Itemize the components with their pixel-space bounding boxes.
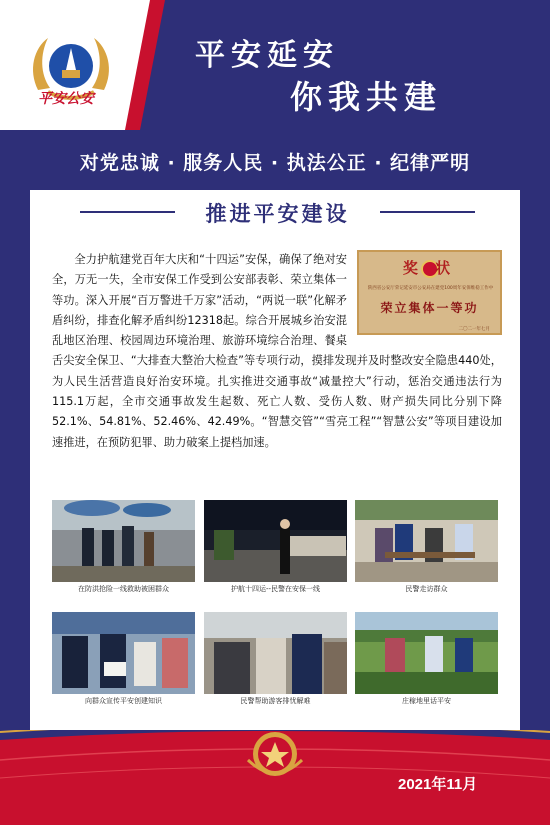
section-title: 推进平安建设 <box>205 201 350 226</box>
section-body-text: 全力护航建党百年大庆和“十四运”安保，确保了绝对安全，万无一失，全市安保工作受到公安部表彰、荣立集体一等功。深入开展“百万警进千万家”活动，“两说一联”化解矛盾纠纷，排查化解矛盾纠纷12318起。综合开展城乡治安混乱地区治理、校园周边环境治理、旅游环境综合治理、餐桌舌尖安全保卫、“大排查大整治大检查”等专项行动，摸排发现并及时整改安全隐患440处，为人民生活营造良好治安环境。扎实推进交通事故“减量控大”行动，惩治交通违法行为115.1万起，全市交通事故发生起数、死亡人数、受伤人数、财产损失同比分别下降52.1%、54.81%、52.46%、42.49%。“智慧交管”“雪亮工程”“智慧公安”等项目建设加速推进，在预防犯罪、助力破案上提档加速。 <box>52 253 502 449</box>
title-divider-left <box>80 211 175 213</box>
photo-helping-tourists <box>204 612 347 694</box>
creed-text: 对党忠诚 · 服务人民 · 执法公正 · 纪律严明 <box>79 151 471 174</box>
caption-security-duty: 护航十四运--民警在安保一线 <box>230 585 321 593</box>
creed-bar <box>0 140 550 182</box>
caption-visiting-residents: 民警走访群众 <box>405 585 448 593</box>
content-panel <box>30 190 520 730</box>
certificate-date: 二〇二一年七月 <box>458 327 490 332</box>
section-title-box <box>175 198 380 228</box>
certificate-image <box>357 250 502 335</box>
photo-visiting-residents <box>355 500 498 582</box>
certificate-main-text: 荣立集体一等功 <box>380 301 479 315</box>
photo-security-duty <box>204 500 347 582</box>
slogan-line-2: 你我共建 <box>290 78 443 116</box>
issue-date: 2021年11月 <box>398 776 478 793</box>
logo-text: 平安公安 <box>38 91 94 107</box>
caption-farmland-talk: 庄稼地里话平安 <box>402 697 451 705</box>
certificate-small-text: 陕西省公安厅荣记延安市公安局在建党100周年安保维稳工作中 <box>367 286 494 291</box>
title-divider-right <box>380 211 475 213</box>
caption-helping-tourists: 民警帮助游客排忧解难 <box>240 697 311 705</box>
caption-flood-rescue: 在防洪抢险一线救助被困群众 <box>78 585 169 593</box>
slogan-line-1: 平安延安 <box>195 38 339 73</box>
photo-farmland-talk <box>355 612 498 694</box>
photo-safety-publicity <box>52 612 195 694</box>
certificate-heading: 奖 状 <box>402 259 457 277</box>
section-body <box>52 250 502 453</box>
photo-flood-rescue <box>52 500 195 582</box>
caption-safety-publicity: 向群众宣传平安创建知识 <box>85 697 162 705</box>
